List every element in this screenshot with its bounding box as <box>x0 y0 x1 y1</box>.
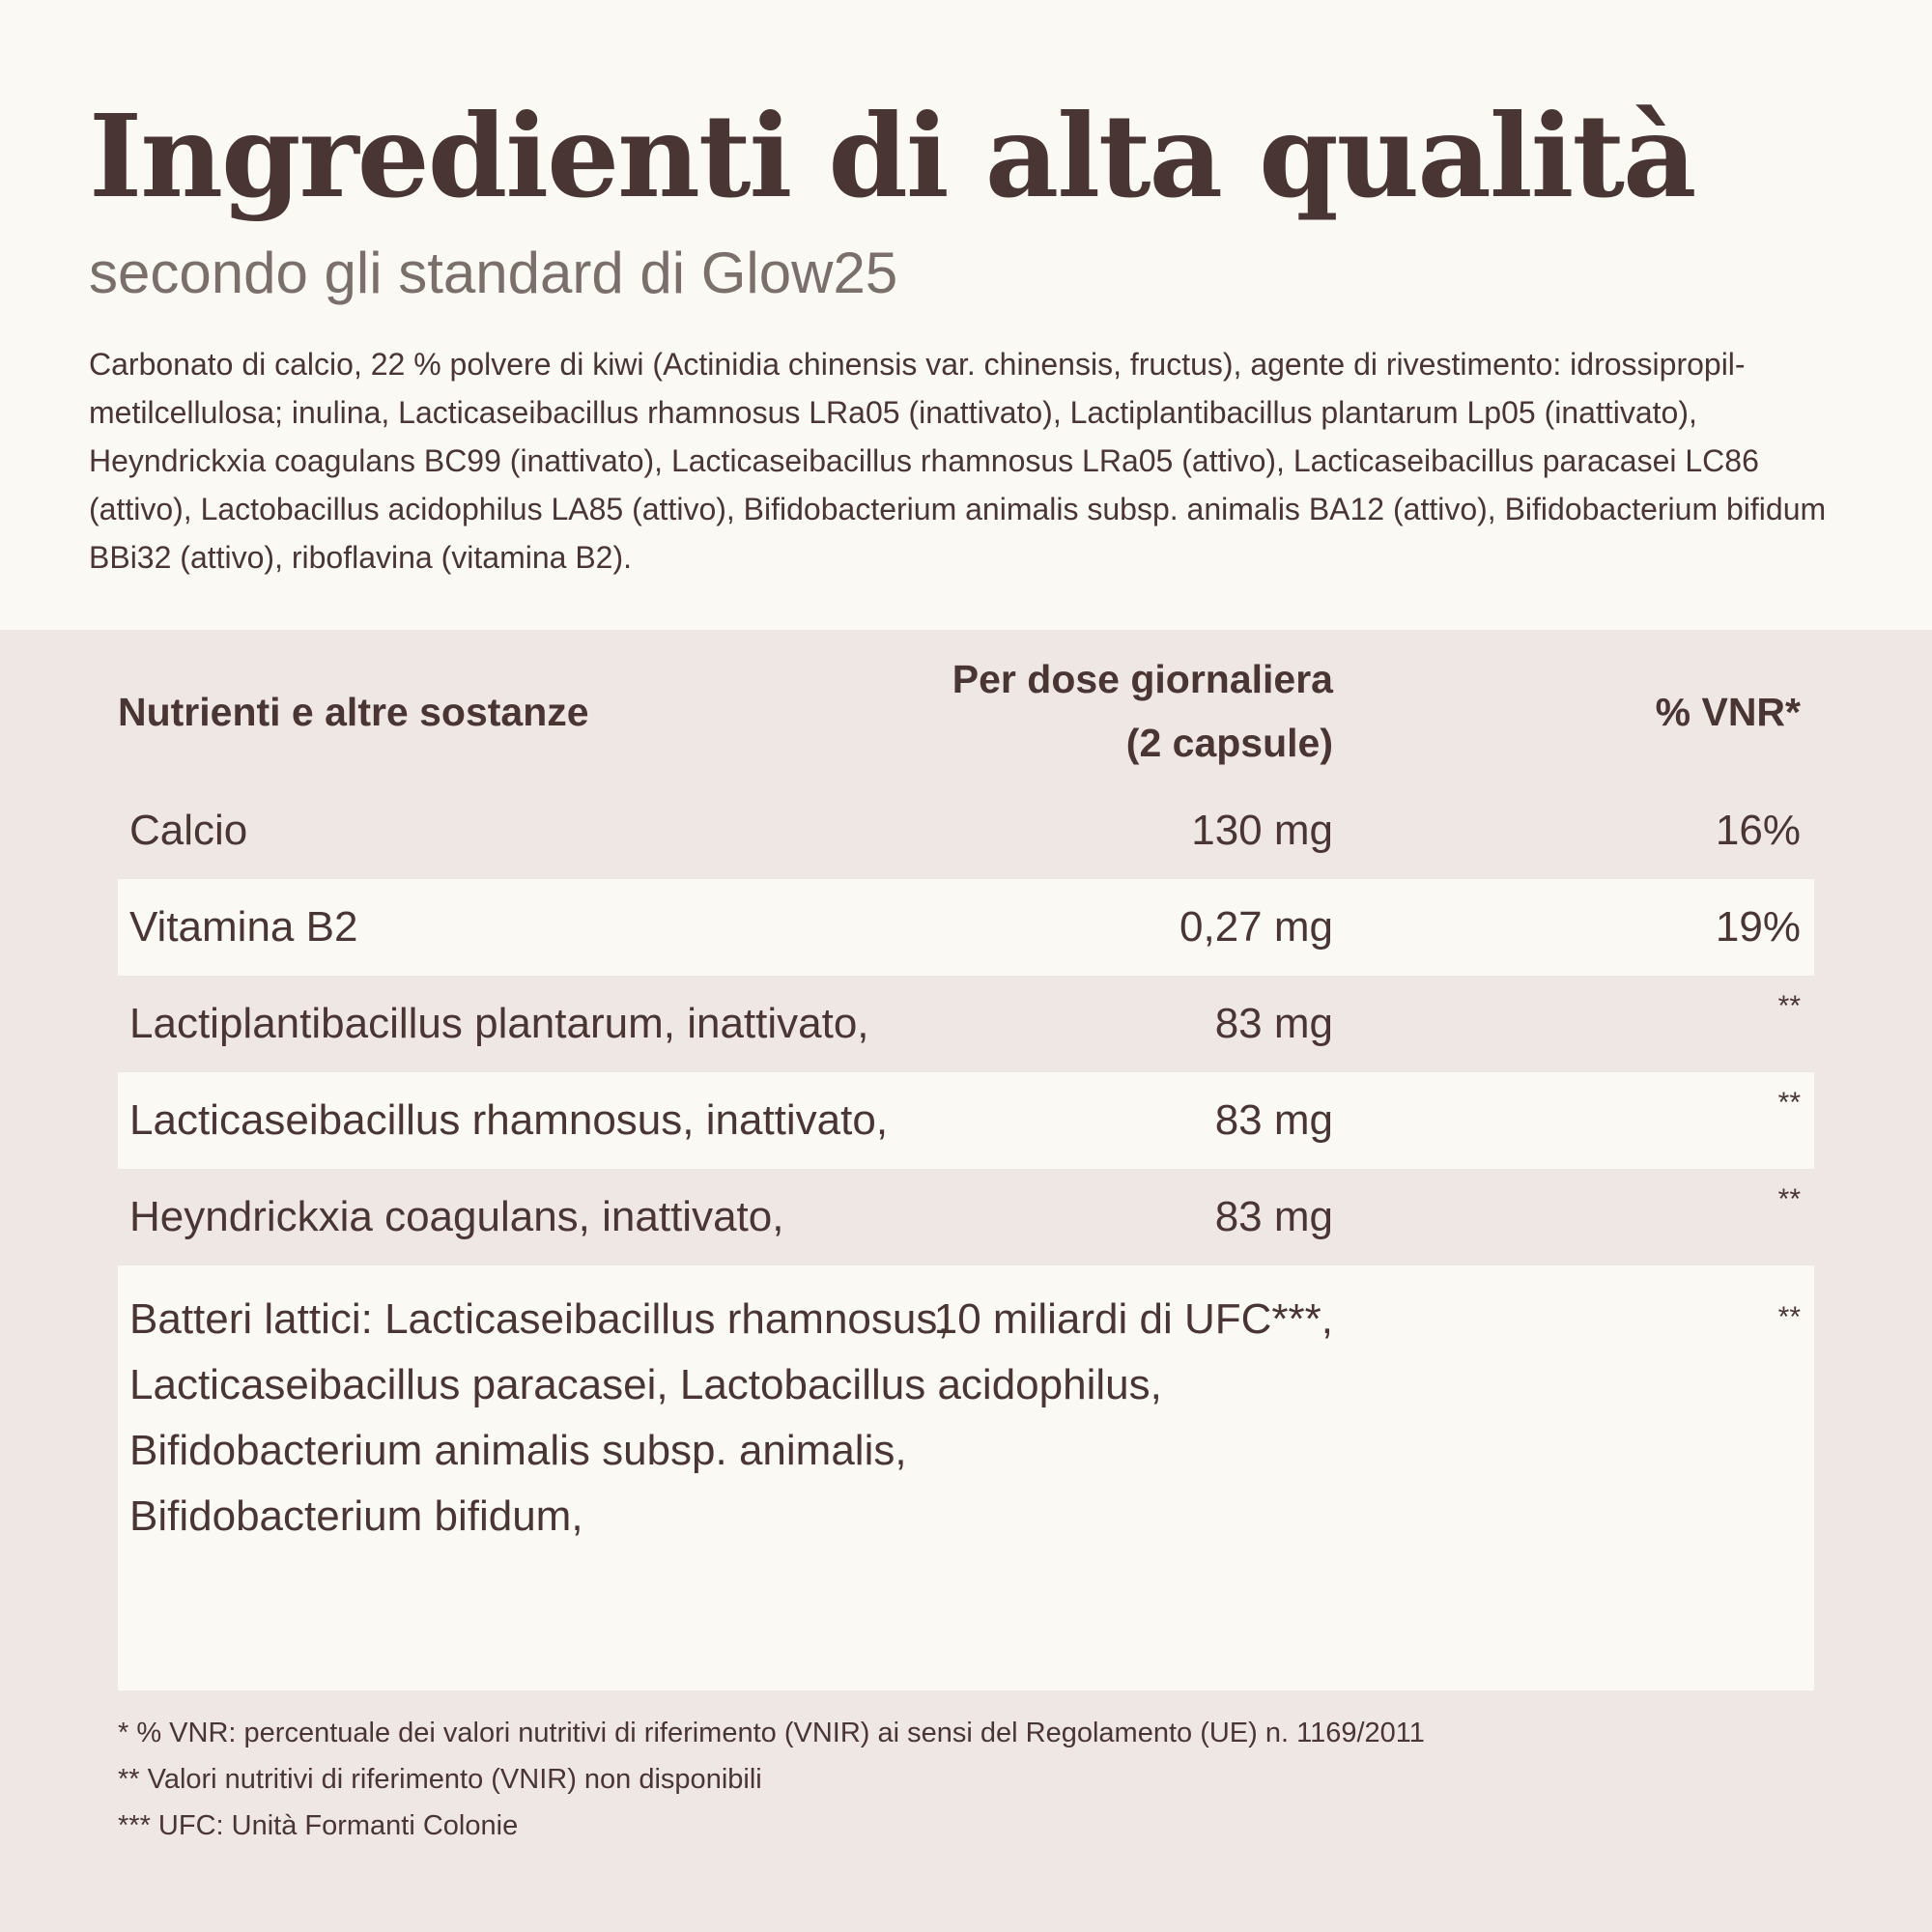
header-panel <box>0 0 1932 630</box>
table-row <box>118 1265 1814 1690</box>
footnotes <box>118 1710 1425 1849</box>
row-nutrient-name: Batteri lattici: Lacticaseibacillus rhamnosus, Lacticaseibacillus paracasei, Lactobacillus acidophilus, Bifidobacterium animalis subsp. animalis, Bifidobacterium bifidum, <box>129 1295 1162 1540</box>
nutrition-table <box>118 645 1814 1690</box>
table-row <box>118 879 1814 976</box>
row-nutrient-name: Calcio <box>129 807 248 854</box>
row-vnr-value: ** <box>1777 990 1801 1022</box>
ingredients-list: Carbonato di calcio, 22 % polvere di kiwi (Actinidia chinensis var. chinensis, fructus), agente di rivestimento: idrossipropil-metilcellulosa; inulina, Lacticaseibacillus rhamnosus LRa05 (inattivato), Lactiplantibacillus plantarum Lp05 (inattivato), Heyndrickxia coagulans BC99 (inattivato), Lacticaseibacillus rhamnosus LRa05 (attivo), Lacticaseibacillus paracasei LC86 (attivo), Lactobacillus acidophilus LA85 (attivo), Bifidobacterium animalis subsp. animalis BA12 (attivo), Bifidobacterium bifidum BBi32 (attivo), riboflavina (vitamina B2). <box>89 347 1827 575</box>
row-vnr-value: ** <box>1777 1087 1801 1119</box>
page-title: Ingredienti di alta qualità <box>89 89 1695 223</box>
row-dose-value: 83 mg <box>1214 1096 1333 1144</box>
row-dose-value: 83 mg <box>1214 1000 1333 1047</box>
row-vnr-value: 19% <box>1715 903 1801 951</box>
column-header-dose <box>952 647 1333 775</box>
row-nutrient-name: Heyndrickxia coagulans, inattivato, <box>129 1193 784 1240</box>
column-header-dose-line1: Per dose giornaliera <box>952 657 1333 701</box>
page-subtitle: secondo gli standard di Glow25 <box>89 241 898 305</box>
table-row <box>118 976 1814 1072</box>
table-row <box>118 1169 1814 1265</box>
row-vnr-value: ** <box>1777 1183 1801 1215</box>
row-nutrient-name: Lactiplantibacillus plantarum, inattivato, <box>129 1000 869 1047</box>
row-nutrient-name: Vitamina B2 <box>129 903 358 951</box>
footnote: ** Valori nutritivi di riferimento (VNIR) non disponibili <box>118 1764 762 1795</box>
row-dose-value: 10 miliardi di UFC***, <box>933 1295 1333 1343</box>
row-vnr-value: 16% <box>1715 807 1801 854</box>
column-header-dose-line2: (2 capsule) <box>1125 721 1333 765</box>
footnote: *** UFC: Unità Formanti Colonie <box>118 1810 519 1841</box>
row-vnr-value: ** <box>1777 1301 1801 1333</box>
column-header-nutrients: Nutrienti e altre sostanze <box>118 690 589 734</box>
table-header <box>118 645 1814 782</box>
footnote: * % VNR: percentuale dei valori nutritivi di riferimento (VNIR) ai sensi del Regolamento (UE) n. 1169/2011 <box>118 1718 1425 1748</box>
row-dose-value: 83 mg <box>1214 1193 1333 1240</box>
table-row <box>118 782 1814 879</box>
column-header-vnr: % VNR* <box>1655 690 1801 734</box>
row-nutrient-name: Lacticaseibacillus rhamnosus, inattivato, <box>129 1096 889 1144</box>
row-dose-value: 130 mg <box>1191 807 1333 854</box>
row-dose-value: 0,27 mg <box>1179 903 1333 951</box>
table-row <box>118 1072 1814 1169</box>
